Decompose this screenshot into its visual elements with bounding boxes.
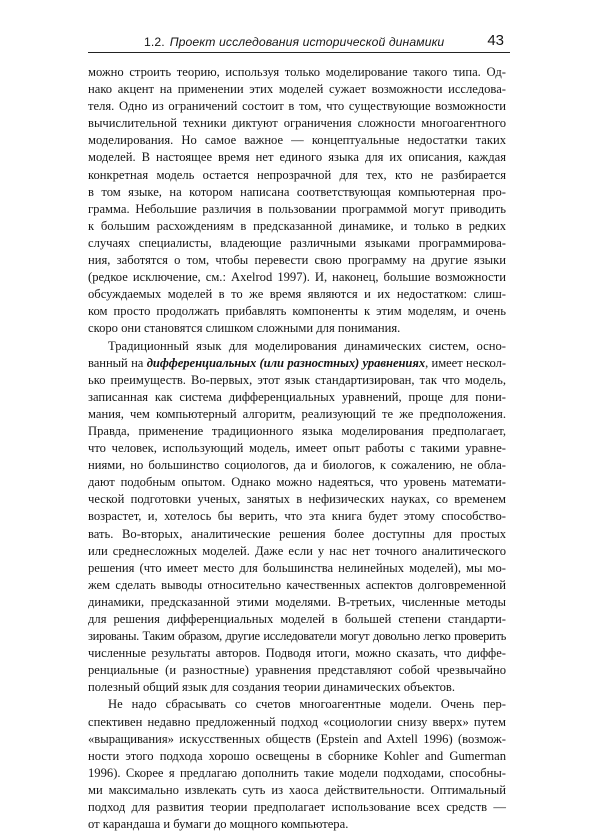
text-line: Традиционный язык для моделирования динамических систем, осно- bbox=[108, 338, 506, 353]
text-line: к большим расхождениям в предсказанной динамике, и только в редких bbox=[88, 218, 506, 233]
text-line: ми максимально извлекать суть из хаоса действительности. Оптимальный bbox=[88, 782, 506, 797]
section-number: 1.2. bbox=[144, 35, 165, 49]
text-line: можно строить теорию, используя только моделирование такого типа. Од- bbox=[88, 65, 506, 79]
text-line: Правда, применение традиционного языка моделирования предполагает, bbox=[88, 423, 506, 438]
text-line: мания, чем компьютерный алгоритм, реализующий те же предположения. bbox=[88, 406, 506, 421]
text-line: спективен недавно предложенный подход «социологии снизу вверх» путем bbox=[88, 714, 506, 729]
page-number: 43 bbox=[487, 32, 504, 49]
text-line: что человек, использующий модель, имеет опыт работы с такими уравне- bbox=[88, 441, 506, 456]
text-line: записанная как система дифференциальных уравнений, проще для пони- bbox=[88, 389, 506, 404]
text-line: или среднесложных моделей. Даже если у нас нет точного аналитического bbox=[88, 543, 506, 558]
paragraph-2 bbox=[88, 338, 506, 697]
text-fragment: , имеет нескол- bbox=[425, 355, 506, 370]
text-line: решения (что имеет место для большинства нелинейных моделей), мы мо- bbox=[88, 560, 506, 575]
text-line: ниями, но большинство социологов, да и биологов, к сожалению, не обла- bbox=[88, 458, 506, 473]
text-line: полезный общий язык для создания теории динамических объектов. bbox=[88, 680, 455, 695]
text-line: ности этого подхода хорошо освещены в сборнике Kohler and Gumerman bbox=[88, 748, 506, 763]
text-line: вать. Во-вторых, аналитические решения более доступны для простых bbox=[88, 526, 506, 541]
body-text bbox=[88, 64, 506, 833]
text-line: от карандаша и бумаги до мощного компьютера. bbox=[88, 817, 349, 832]
paragraph-3 bbox=[88, 696, 506, 833]
text-line: зированы. Таким образом, другие исследователи могут довольно легко проверить bbox=[88, 629, 506, 644]
paragraph-1 bbox=[88, 64, 506, 338]
text-line: численные результаты авторов. Подводя итоги, можно сказать, что диффе- bbox=[88, 646, 506, 661]
text-line: конкретная модель остается непрозрачной для тех, кто не разбирается bbox=[88, 167, 506, 182]
text-line: ния, заботятся о том, чтобы перевести свою программу на другие языки bbox=[88, 253, 506, 268]
running-head-section bbox=[144, 35, 444, 49]
text-line: жем сделать выводы относительно качественных аспектов долговременной bbox=[88, 577, 506, 592]
text-line: 1996). Скорее я предлагаю дополнить такие модели подходами, способны- bbox=[88, 765, 506, 780]
text-line: грамма. Небольшие различия в пользовании программой могут приводить bbox=[88, 201, 506, 216]
text-fragment: ванный на bbox=[88, 355, 147, 370]
text-line: Не надо сбрасывать со счетов многоагентные модели. Очень пер- bbox=[108, 697, 506, 712]
text-line: моделей. В настоящее время нет единого языка для их описания, каждая bbox=[88, 150, 506, 165]
text-line: ренциальные (и разностные) уравнения представляют собой чрезвычайно bbox=[88, 663, 506, 678]
text-line: ческой подготовки ученых, занятых в нефизических науках, со временем bbox=[88, 492, 506, 507]
text-line: (редкое исключение, см.: Axelrod 1997). И, наконец, большие возможности bbox=[88, 270, 506, 285]
emphasized-term: дифференциальных (или разностных) уравнениях bbox=[146, 355, 426, 370]
text-line: обсуждаемых моделей в то же время являются и их недостатком: слиш- bbox=[88, 287, 506, 302]
text-line: в том языке, на котором написана соответствующая компьютерная про- bbox=[88, 184, 506, 199]
text-line: случаях специалисты, владеющие различными языками программирова- bbox=[88, 235, 506, 250]
text-line: теля. Одно из ограничений состоит в том, что существующие возможности bbox=[88, 99, 506, 114]
text-line: вычислительной техники диктуют ограничения сложности многоагентного bbox=[88, 116, 506, 131]
text-line: ком просто продолжать прибавлять компоненты к этим моделям, и очень bbox=[88, 304, 506, 319]
text-line: динамики, предсказанной этими моделями. В-третьих, численные методы bbox=[88, 594, 506, 609]
text-line-with-emphasis bbox=[88, 355, 506, 372]
text-line: скоро они становятся слишком сложными для понимания. bbox=[88, 321, 401, 336]
text-line: возрастет, и, хотелось бы верить, что эта книга будет этому способство- bbox=[88, 509, 506, 524]
text-line: ько преимуществ. Во-первых, этот язык стандартизирован, так что модель, bbox=[88, 372, 506, 387]
section-title: Проект исследования исторической динамики bbox=[169, 35, 445, 49]
text-line: «выращивания» искусственных обществ (Epstein and Axtell 1996) (возмож- bbox=[88, 731, 506, 746]
running-head bbox=[88, 34, 510, 53]
text-line: нако акцент на применении этих моделей сужает возможности исследова- bbox=[88, 82, 506, 97]
text-line: дают подобным опытом. Однако можно надеяться, что уровень математи- bbox=[88, 475, 506, 490]
text-line: для решения дифференциальных моделей в большей степени стандарти- bbox=[88, 612, 506, 626]
text-line: подход для развития теории предполагает использование всех средств — bbox=[88, 800, 506, 815]
text-line: моделирования. Но самое важное — концептуальные недостатки таких bbox=[88, 133, 506, 148]
